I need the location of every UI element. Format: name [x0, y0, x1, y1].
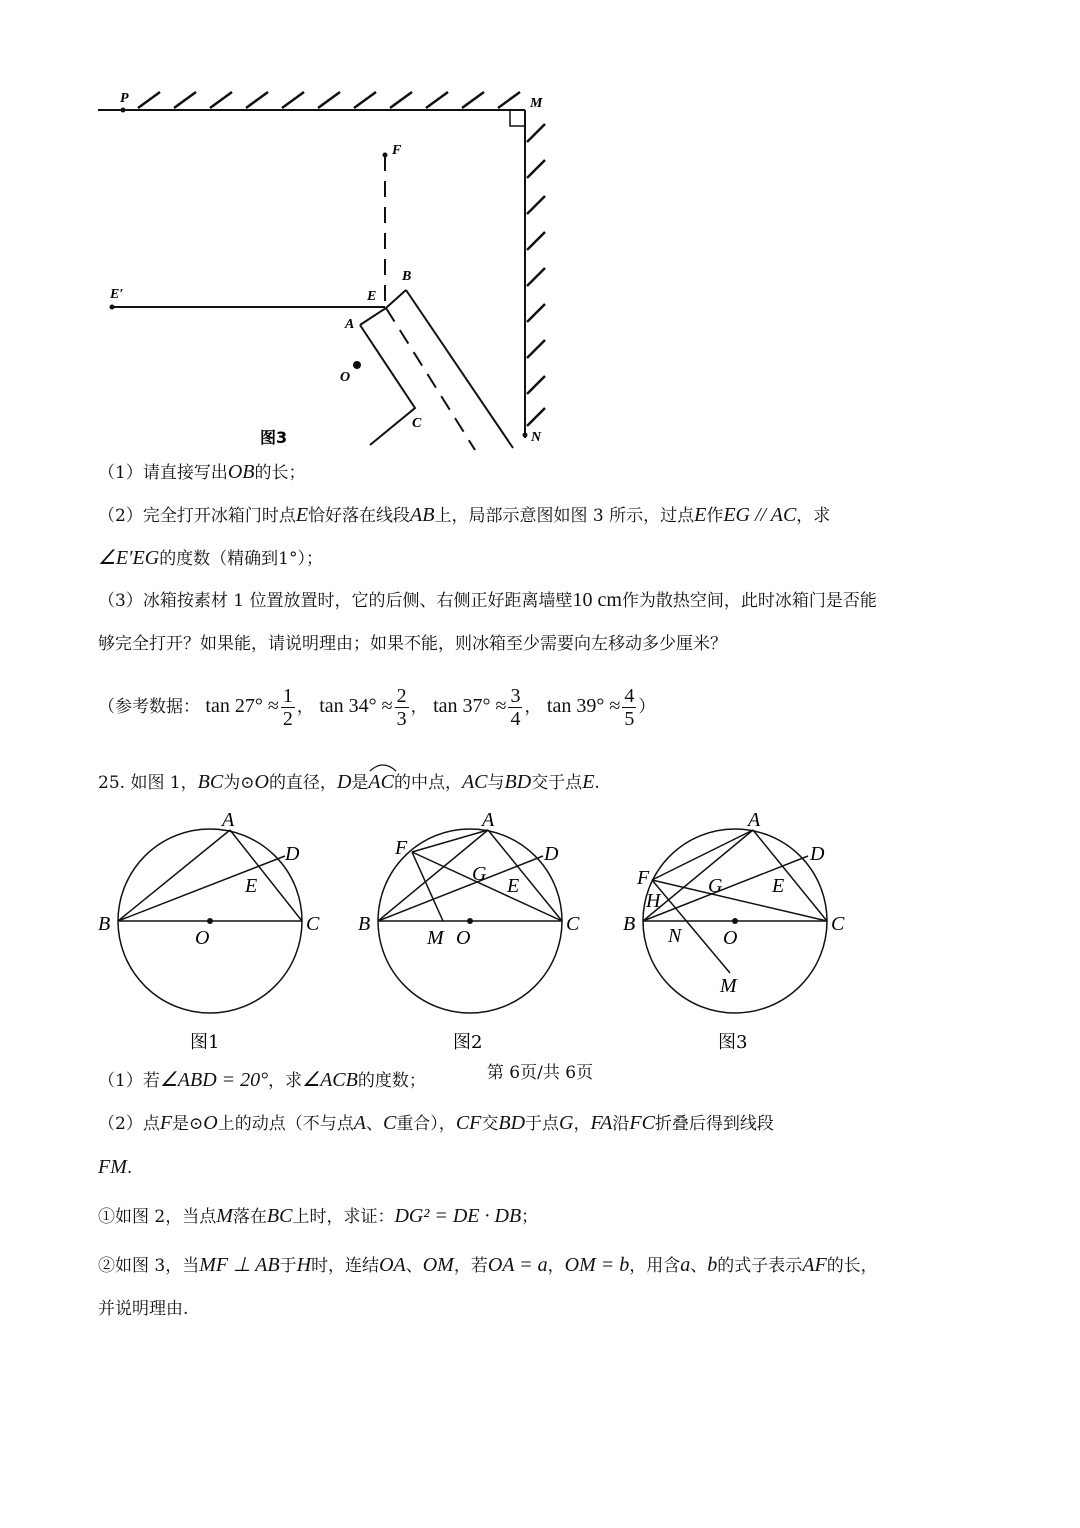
q25-part2-line1: （2）点F是⊙O上的动点（不与点A、C重合），CF交BD于点G，FA沿FC折叠后得到线段	[98, 1112, 774, 1134]
fig2-label-E: E	[507, 875, 520, 897]
fig1-caption: 图1	[190, 1032, 220, 1053]
label-C: C	[412, 416, 422, 431]
fig2-label-D: D	[544, 843, 559, 865]
label-P: P	[120, 91, 129, 106]
fig3-label-H: H	[646, 890, 661, 912]
q25-part2-line2: FM.	[98, 1156, 133, 1178]
q24-part3-line1: （3）冰箱按素材 1 位置放置时，它的后侧、右侧正好距离墙壁10 cm作为散热空间，此时冰箱门是否能	[98, 589, 877, 611]
q25-intro: 25. 如图 1，BC为⊙O的直径，D是 AC的中点，AC与BD交于点E.	[98, 764, 600, 795]
label-N: N	[531, 430, 542, 445]
q24-part2-line2: ∠E′EG的度数（精确到1°）；	[98, 547, 324, 569]
q24-part1: （1）请直接写出OB的长；	[98, 461, 306, 483]
circle-figure-1	[95, 808, 335, 1058]
fridge-outline-AC	[360, 325, 415, 445]
point-P	[121, 108, 126, 113]
fig1-label-D: D	[285, 843, 300, 865]
fig2-caption: 图2	[453, 1032, 483, 1053]
fig2-label-O: O	[456, 927, 471, 949]
fig2-label-C: C	[566, 913, 580, 935]
fig3-label-F: F	[637, 867, 650, 889]
fridge-figure	[90, 80, 570, 455]
fig3-label-N: N	[668, 925, 682, 947]
fig1-label-B: B	[98, 913, 111, 935]
frac-4-5: $\frac{4}{5}$	[624, 685, 635, 730]
label-A: A	[345, 317, 355, 332]
point-E-prime	[110, 305, 115, 310]
fig3-label-M: M	[720, 975, 737, 997]
fig3-label-D: D	[810, 843, 825, 865]
fridge-caption: 图3	[260, 428, 288, 447]
q25-subpart2-line1: ②如图 3，当MF ⊥ AB于H时，连结OA、OM，若OA = a，OM = b，用含a、b的式子表示AF的长，	[98, 1254, 878, 1276]
fig3-label-E: E	[772, 875, 785, 897]
frac-1-2: $\frac{1}{2}$	[282, 685, 293, 730]
q25-subpart2-line2: 并说明理由.	[98, 1299, 189, 1319]
fig1-label-E: E	[245, 875, 258, 897]
page-number: 第 6页/共 6页	[486, 1063, 594, 1083]
label-M: M	[530, 96, 543, 111]
circle-figure-3	[620, 808, 860, 1058]
q24-part2-line1: （2）完全打开冰箱门时点E恰好落在线段AB上，局部示意图如图 3 所示，过点E作EG // AC，求	[98, 504, 831, 526]
fig2-label-M: M	[427, 927, 444, 949]
fig2-label-G: G	[472, 863, 487, 885]
label-E: E	[367, 289, 377, 304]
fig2-label-A: A	[482, 809, 495, 831]
q24-part3-line2: 够完全打开？如果能，请说明理由；如果不能，则冰箱至少需要向左移动多少厘米？	[98, 634, 727, 654]
point-O	[353, 361, 361, 369]
label-F: F	[392, 143, 402, 158]
fig2-label-F: F	[395, 837, 408, 859]
point-F	[383, 153, 388, 158]
label-O: O	[340, 370, 351, 385]
right-wall-hatch	[527, 124, 545, 426]
fig3-label-O: O	[723, 927, 738, 949]
fig1-label-O: O	[195, 927, 210, 949]
point-N	[523, 433, 528, 438]
right-angle-mark	[510, 110, 525, 126]
fig2-label-B: B	[358, 913, 371, 935]
frac-2-3: $\frac{2}{3}$	[396, 685, 407, 730]
fig3-label-G: G	[708, 875, 723, 897]
dashed-inner	[386, 308, 475, 450]
fig3-label-B: B	[623, 913, 636, 935]
arc-AC: AC	[368, 764, 394, 794]
label-B: B	[402, 269, 412, 284]
q25-subpart1: ①如图 2，当点M落在BC上时，求证：DG² = DE · DB；	[98, 1205, 539, 1227]
fig3-caption: 图3	[718, 1032, 748, 1053]
fig1-label-A: A	[222, 809, 235, 831]
circle-figure-2	[355, 808, 595, 1058]
q25-part1: （1）若∠ABD = 20°，求∠ACB的度数；	[98, 1069, 426, 1091]
fig3-label-C: C	[831, 913, 845, 935]
q24-reference-data: （参考数据： tan 27° ≈ $\frac{1}{2}$ ， tan 34° ≈ $\frac{2}{3}$ ， tan 37° ≈ $\frac{3}{4}$ ， tan 39° ≈ $\frac{4}{5}$ ）	[98, 685, 656, 730]
fig1-label-C: C	[306, 913, 320, 935]
top-wall-hatch	[138, 92, 520, 108]
fig3-label-A: A	[748, 809, 761, 831]
label-E-prime: E′	[110, 287, 124, 302]
frac-3-4: $\frac{3}{4}$	[510, 685, 521, 730]
